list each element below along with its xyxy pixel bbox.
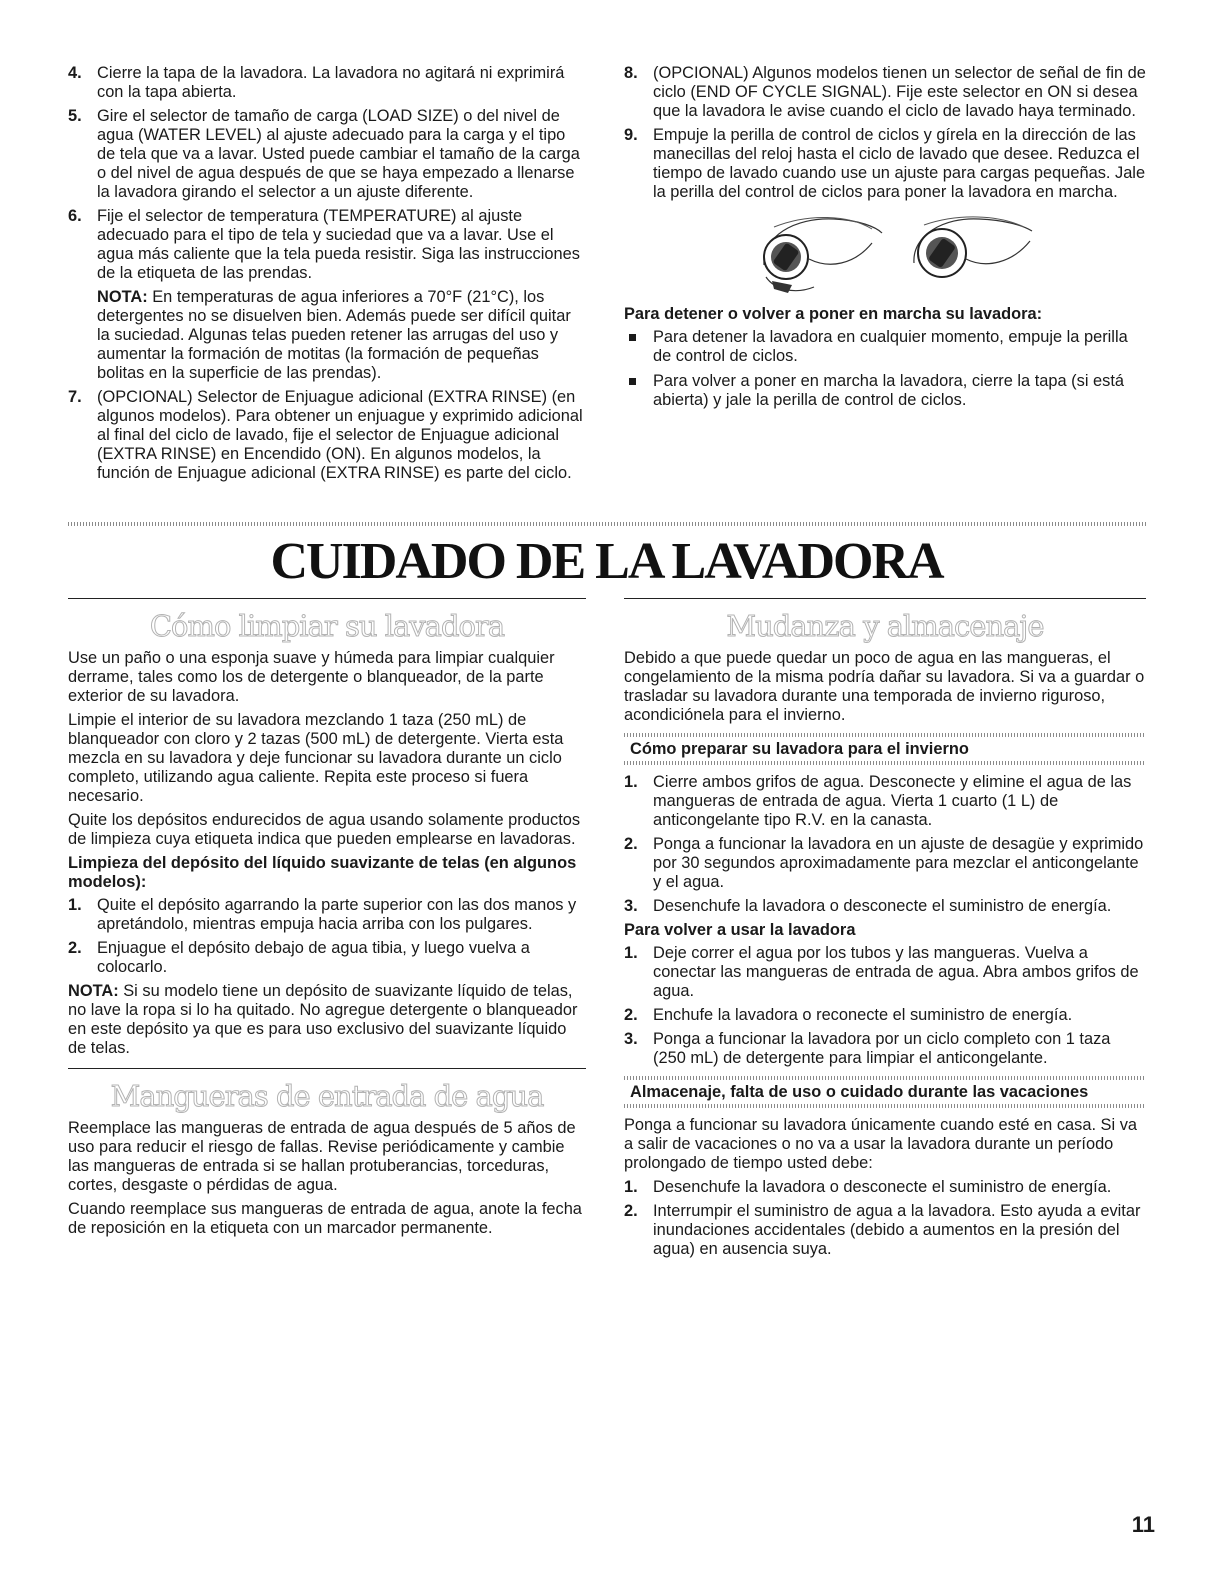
hoses-paragraph: Cuando reemplace sus mangueras de entrada de agua, anote la fecha de reposición en la etiqueta con un marcador permanente. [68, 1200, 582, 1237]
winter-steps [624, 773, 1146, 916]
list-item: 7. (OPCIONAL) Selector de Enjuague adicional (EXTRA RINSE) (en algunos modelos). Para obtener un enjuague y exprimido adicional al final del ciclo de lavado, fije el selector de Enjuague adicional (EXTRA RINSE) en Encendido (ON). En algunos modelos, la función de Enjuague adicional (EXTRA RINSE) es parte del ciclo. [68, 388, 583, 482]
section-rule [624, 598, 1146, 599]
moving-section-title: Mudanza y almacenaje [726, 609, 1044, 643]
reuse-steps [624, 944, 1146, 1068]
list-item: 1. Cierre ambos grifos de agua. Desconecte y elimine el agua de las mangueras de entrada de agua. Vierta 1 cuarto (1 L) de anticongelante tipo R.V. en la canasta. [624, 773, 1132, 829]
list-item: Para volver a poner en marcha la lavadora, cierre la tapa (si está abierta) y jale la perilla de control de ciclos. [624, 372, 1146, 410]
list-item: 1. Deje correr el agua por los tubos y las mangueras. Vuelva a conectar las mangueras de entrada de agua. Abra ambos grifos de agua. [624, 944, 1139, 1000]
bottom-left-column [68, 598, 586, 1243]
steps-list-7 [68, 388, 586, 483]
push-knob-icon [764, 217, 882, 293]
stop-restart-bullets [624, 328, 1146, 410]
box-rule [624, 1104, 1146, 1108]
box-rule [624, 761, 1146, 765]
list-item: 4. Cierre la tapa de la lavadora. La lavadora no agitará ni exprimirá con la tapa abierta. [68, 64, 565, 101]
list-item: 1. Quite el depósito agarrando la parte superior con las dos manos y apretándolo, mientras empuja hacia arriba con los pulgares. [68, 896, 577, 933]
page-number: 11 [1131, 1512, 1155, 1537]
section-rule [68, 598, 586, 599]
bottom-right-column [624, 598, 1146, 1264]
softener-steps [68, 896, 586, 977]
list-item: 3. Ponga a funcionar la lavadora por un ciclo completo con 1 taza (250 mL) de detergente para limpiar el anticongelante. [624, 1030, 1111, 1067]
list-item: 2. Enjuague el depósito debajo de agua tibia, y luego vuelva a colocarlo. [68, 939, 530, 976]
bullet-icon [629, 378, 636, 385]
list-item: 3. Desenchufe la lavadora o desconecte el suministro de energía. [624, 897, 1112, 915]
softener-note: NOTA: Si su modelo tiene un depósito de suavizante líquido de telas, no lave la ropa si lo ha quitado. No agregue detergente o blanqueador en este depósito ya que es para uso exclusivo del suavizante líquido de telas. [68, 982, 578, 1057]
softener-dispenser-heading: Limpieza del depósito del líquido suavizante de telas (en algunos modelos): [68, 854, 577, 891]
vacation-intro: Ponga a funcionar su lavadora únicamente cuando esté en casa. Si va a salir de vacaciones o no va a usar la lavadora durante un período prolongado de tiempo usted debe: [624, 1116, 1137, 1172]
section-divider [68, 522, 1146, 526]
clean-paragraph: Quite los depósitos endurecidos de agua usando solamente productos de limpieza cuya etiqueta indica que pueden emplearse en lavadoras. [68, 811, 581, 848]
top-left-column [68, 64, 586, 488]
steps-list-4-6 [68, 64, 586, 283]
list-item: Para detener la lavadora en cualquier momento, empuje la perilla de control de ciclos. [624, 328, 1146, 366]
cycle-knob-illustration [754, 207, 1054, 299]
list-item: 5. Gire el selector de tamaño de carga (LOAD SIZE) o del nivel de agua (WATER LEVEL) al ajuste adecuado para la carga y el tipo de tela que va a lavar. Usted puede cambiar el tamaño de la carga o del nivel de agua después de que se haya empezado a llenarse la lavadora girando el selector a un ajuste diferente. [68, 107, 580, 201]
clean-paragraph: Use un paño o una esponja suave y húmeda para limpiar cualquier derrame, tales como los de detergente o blanqueador, de la parte exterior de su lavadora. [68, 649, 555, 705]
temperature-note: NOTA: En temperaturas de agua inferiores a 70°F (21°C), los detergentes no se disuelven bien. Además puede ser difícil quitar la suciedad. Algunas telas pueden retener las arrugas del uso y aumentar la formación de motitas (la formación de pequeñas bolitas en la superficie de las prendas). [97, 288, 571, 382]
bullet-icon [629, 334, 636, 341]
stop-restart-heading: Para detener o volver a poner en marcha su lavadora: [624, 305, 1043, 323]
clean-section-title: Cómo limpiar su lavadora [149, 609, 505, 643]
moving-intro: Debido a que puede quedar un poco de agua en las mangueras, el congelamiento de la misma podría dañar su lavadora. Si va a guardar o trasladar su lavadora durante una temporada de invierno riguroso, acondiciónela para el invierno. [624, 649, 1145, 724]
vacation-steps [624, 1178, 1146, 1259]
list-item: 8. (OPCIONAL) Algunos modelos tienen un selector de señal de fin de ciclo (END OF CYCLE SIGNAL). Fije este selector en ON si desea que la lavadora le avise cuando el ciclo de lavado haya terminado. [624, 64, 1146, 120]
hoses-paragraph: Reemplace las mangueras de entrada de agua después de 5 años de uso para reducir el riesgo de fallas. Revise periódicamente y cambie las mangueras de entrada si se hallan protuberancias, torceduras, cortes, desgaste o pérdidas de agua. [68, 1119, 576, 1194]
vacation-heading: Almacenaje, falta de uso o cuidado durante las vacaciones [630, 1083, 1089, 1101]
list-item: 2. Enchufe la lavadora o reconecte el suministro de energía. [624, 1006, 1073, 1024]
list-item: 2. Ponga a funcionar la lavadora en un ajuste de desagüe y exprimido por 30 segundos aproximadamente para mezclar el anticongelante y el agua. [624, 835, 1144, 891]
list-item: 2. Interrumpir el suministro de agua a la lavadora. Esto ayuda a evitar inundaciones accidentales (debido a aumentos en la presión del agua) en ausencia suya. [624, 1202, 1141, 1258]
winter-prep-heading: Cómo preparar su lavadora para el invierno [630, 740, 969, 758]
reuse-heading: Para volver a usar la lavadora [624, 921, 856, 939]
section-rule [68, 1068, 586, 1069]
list-item: 9. Empuje la perilla de control de ciclos y gírela en la dirección de las manecillas del reloj hasta el ciclo de lavado que desee. Reduzca el tiempo de lavado cuando use un ajuste para cargas pequeñas. Jale la perilla del control de ciclos para poner la lavadora en marcha. [624, 126, 1146, 201]
steps-list-8-9 [624, 64, 1146, 202]
list-item: 6. Fije el selector de temperatura (TEMPERATURE) al ajuste adecuado para el tipo de tela y suciedad que va a lavar. Use el agua más caliente que la tela pueda resistir. Siga las instrucciones de la etiqueta de las prendas. [68, 207, 580, 282]
clean-paragraph: Limpie el interior de su lavadora mezclando 1 taza (250 mL) de blanqueador con cloro y 2 tazas (500 mL) de detergente. Vierta esta mezcla en su lavadora y deje funcionar su lavadora durante un ciclo completo, utilizando agua caliente. Repita este proceso si fuera necesario. [68, 711, 564, 805]
pull-knob-icon [914, 217, 1032, 277]
hoses-section-title: Mangueras de entrada de agua [110, 1079, 544, 1113]
list-item: 1. Desenchufe la lavadora o desconecte el suministro de energía. [624, 1178, 1112, 1196]
page-title: CUIDADO DE LA LAVADORA [270, 533, 943, 590]
top-right-column [624, 64, 1146, 416]
